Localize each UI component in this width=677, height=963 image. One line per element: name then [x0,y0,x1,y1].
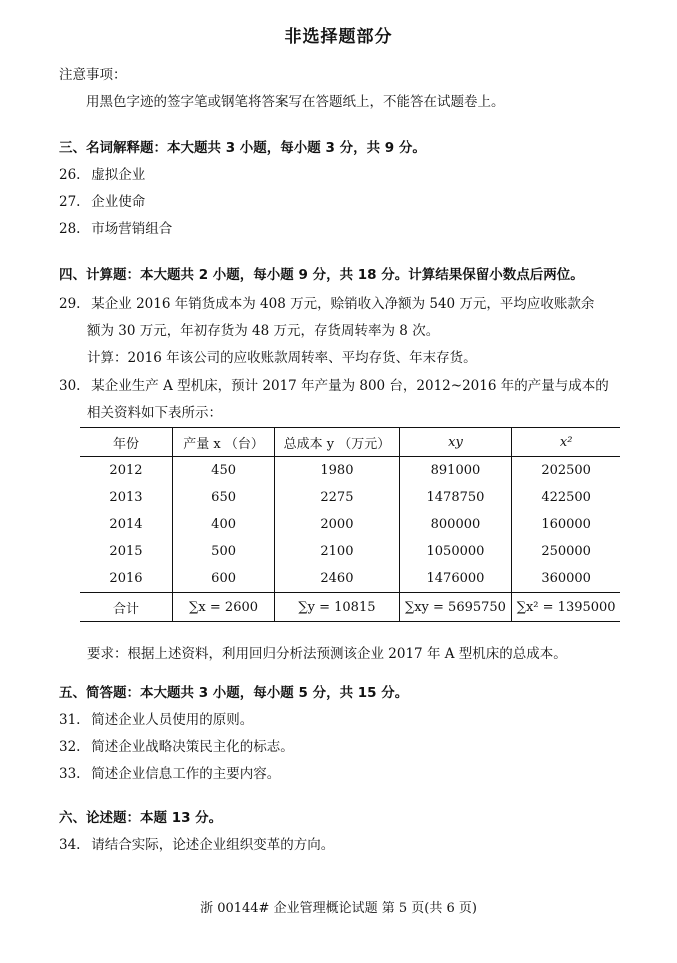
notice-body: 用黑色字迹的签字笔或钢笔将答案写在答题纸上，不能答在试题卷上。 [86,94,505,110]
table-cell: 1050000 [399,538,512,565]
table-cell: 422500 [512,484,620,511]
table-row [80,538,620,565]
question-27 [59,190,145,210]
section6-heading: 六、论述题：本题 13 分。 [59,810,223,826]
section3-heading: 三、名词解释题：本大题共 3 小题，每小题 3 分，共 9 分。 [59,140,426,156]
section4-heading: 四、计算题：本大题共 2 小题，每小题 9 分，共 18 分。计算结果保留小数点后两位。 [59,267,584,283]
table-cell: 2012 [109,463,143,478]
table-cell: ∑xy = 5695750 [399,593,512,622]
question-29-line2: 额为 30 万元，年初存货为 48 万元，存货周转率为 8 次。 [87,323,440,339]
question-32 [59,735,294,755]
question-33 [59,762,280,782]
table-cell: ∑x = 2600 [172,593,274,622]
table-header: 总成本 y （万元） [275,428,399,457]
table-header-row [80,428,620,457]
question-29-line3: 计算：2016 年该公司的应收账款周转率、平均存货、年末存货。 [87,350,477,366]
table-cell: 1980 [275,457,399,485]
table-cell: 2013 [109,490,143,505]
table-row [80,457,620,485]
table-cell: 2015 [109,544,143,559]
question-text: 简述企业人员使用的原则。 [91,712,254,728]
table-cell: 360000 [512,565,620,593]
page-title: 非选择题部分 [284,27,393,47]
table-header: 产量 x （台） [172,428,274,457]
table-cell: 1476000 [399,565,512,593]
question-text: 简述企业信息工作的主要内容。 [91,766,281,782]
table-cell: 202500 [512,457,620,485]
question-number: 29. [59,296,81,312]
question-text: 某企业生产 A 型机床，预计 2017 年产量为 800 台，2012~2016 年的产量与成本的 [91,378,609,394]
question-number: 32. [59,739,81,755]
table-cell: 800000 [399,511,512,538]
table-cell: 400 [172,511,274,538]
question-number: 33. [59,766,81,782]
question-number: 30. [59,378,81,394]
question-28 [59,217,172,237]
table-row [80,484,620,511]
question-number: 34. [59,837,81,853]
production-cost-table [80,427,620,622]
table-cell: 891000 [399,457,512,485]
question-number: 27. [59,194,81,210]
table-cell: 160000 [512,511,620,538]
table-cell: 600 [172,565,274,593]
table-cell: 650 [172,484,274,511]
question-31 [59,708,253,728]
question-text: 企业使命 [91,194,146,210]
table-header: x² [512,428,620,457]
question-30-line2: 相关资料如下表所示： [87,405,222,421]
table-header: 年份 [112,436,139,452]
notice-heading: 注意事项： [59,67,127,83]
question-text: 虚拟企业 [91,167,146,183]
question-number: 26. [59,167,81,183]
table-row [80,565,620,593]
question-text: 某企业 2016 年销货成本为 408 万元，赊销收入净额为 540 万元，平均应收账款余 [91,296,595,312]
question-number: 31. [59,712,81,728]
table-cell: 2000 [275,511,399,538]
question-26 [59,163,145,183]
table-header: xy [399,428,512,457]
table-row [80,511,620,538]
table-total-row [80,593,620,622]
question-number: 28. [59,221,81,237]
table-cell: 2460 [275,565,399,593]
page-footer: 浙 00144# 企业管理概论试题 第 5 页(共 6 页) [200,901,477,916]
question-text: 市场营销组合 [91,221,173,237]
table-cell: 1478750 [399,484,512,511]
table-cell: 450 [172,457,274,485]
table-cell: 2275 [275,484,399,511]
table-cell: 2014 [109,517,143,532]
table-cell: ∑y = 10815 [275,593,399,622]
table-cell: 2016 [109,571,143,586]
table-cell: 合计 [112,601,139,617]
table-cell: 2100 [275,538,399,565]
question-30-line1 [59,374,609,394]
question-30-requirement: 要求：根据上述资料，利用回归分析法预测该企业 2017 年 A 型机床的总成本。 [87,646,567,662]
table-cell: ∑x² = 1395000 [512,593,620,622]
question-text: 简述企业战略决策民主化的标志。 [91,739,294,755]
question-29-line1 [59,292,594,312]
question-34 [59,833,334,853]
question-text: 请结合实际，论述企业组织变革的方向。 [91,837,335,853]
section5-heading: 五、简答题：本大题共 3 小题，每小题 5 分，共 15 分。 [59,685,409,701]
table-cell: 250000 [512,538,620,565]
table-cell: 500 [172,538,274,565]
